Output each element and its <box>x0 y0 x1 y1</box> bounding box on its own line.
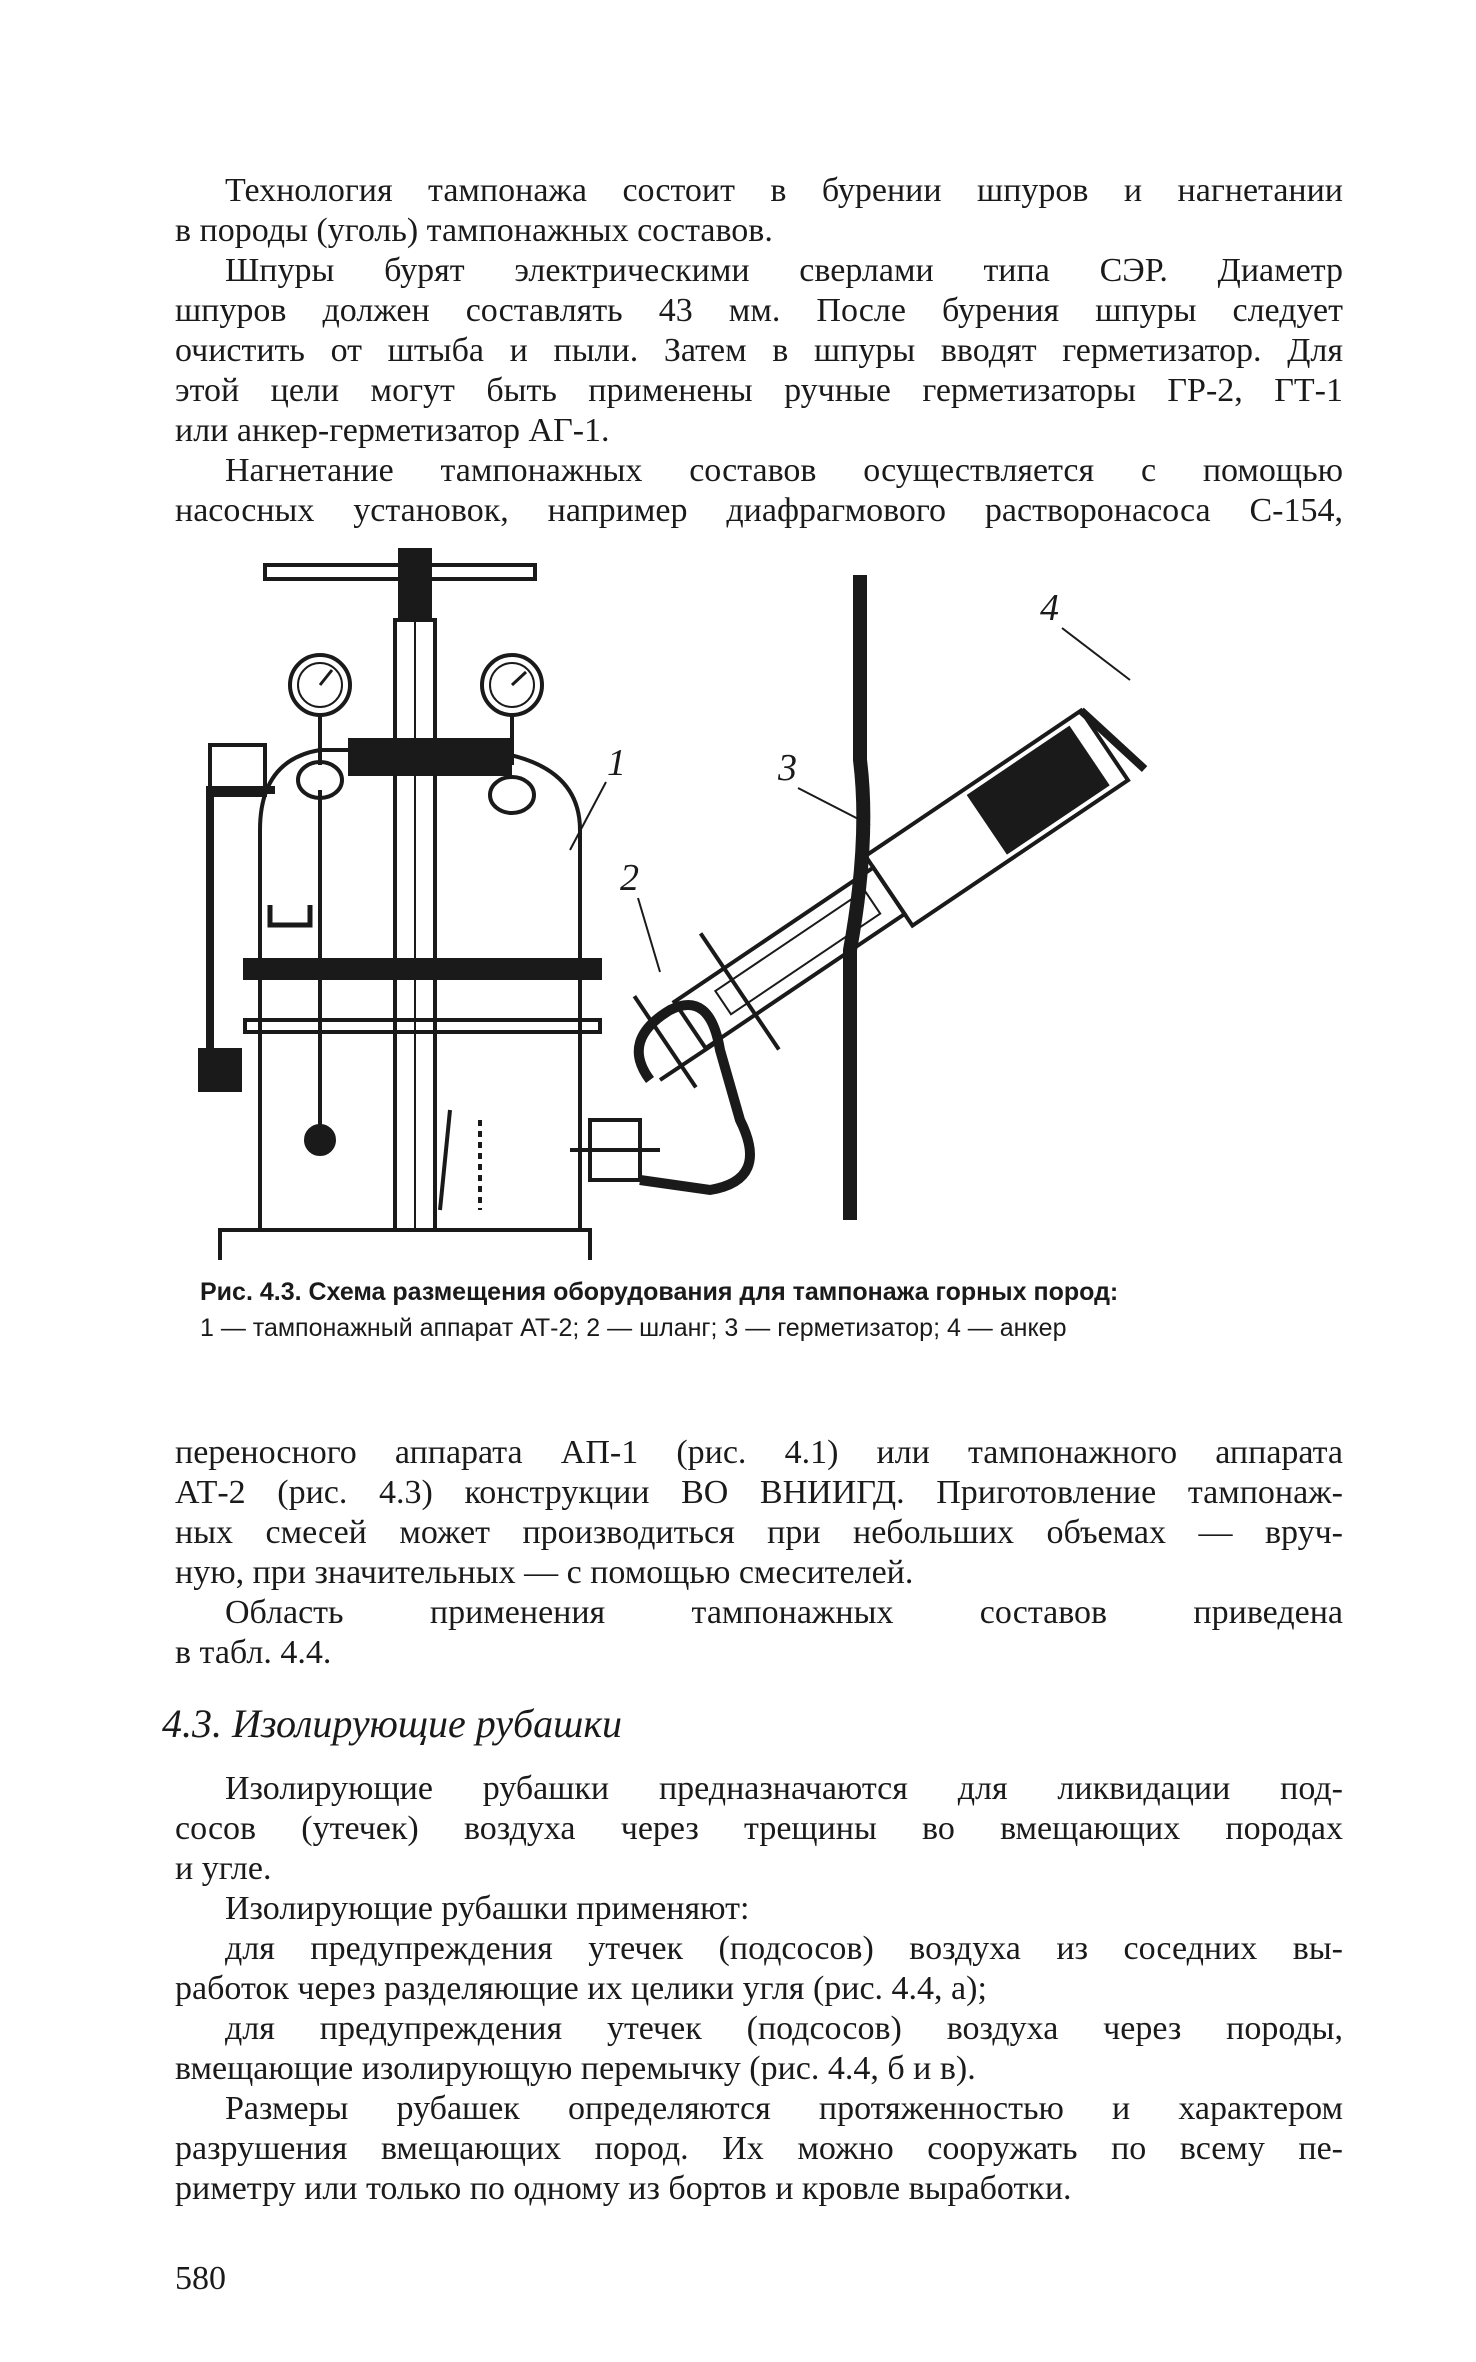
text-line: ную, при значительных — с помощью смесителей. <box>175 1554 914 1591</box>
label-4: 4 <box>1040 587 1059 629</box>
page-number: 580 <box>175 2260 226 2297</box>
text-line: Размеры рубашек определяются протяженностью и характером <box>225 2090 1343 2127</box>
text-line: разрушения вмещающих пород. Их можно сооружать по всему пе- <box>175 2130 1343 2167</box>
flange-lower <box>245 1020 600 1032</box>
text-line: Нагнетание тампонажных составов осуществляется с помощью <box>225 452 1343 489</box>
text-line: этой цели могут быть применены ручные герметизаторы ГР-2, ГТ-1 <box>175 372 1343 409</box>
tank-base <box>220 1230 590 1260</box>
text-line: насосных установок, например диафрагмового растворонасоса С-154, <box>175 492 1343 529</box>
text-line: Шпуры бурят электрическими сверлами типа СЭР. Диаметр <box>225 252 1343 289</box>
text-line: и угле. <box>175 1850 272 1887</box>
label-2: 2 <box>620 857 639 899</box>
text-line: в табл. 4.4. <box>175 1634 332 1671</box>
text-line: в породы (уголь) тампонажных составов. <box>175 212 773 249</box>
text-line: вмещающие изолирующую перемычку (рис. 4.4, б и в). <box>175 2050 976 2087</box>
label-3: 3 <box>778 747 797 789</box>
equipment-diagram <box>150 520 1330 1260</box>
text-line: Технология тампонажа состоит в бурении шпуров и нагнетании <box>225 172 1343 209</box>
valve-cap-right <box>490 777 534 813</box>
text-line: Изолирующие рубашки предназначаются для ликвидации под- <box>225 1770 1343 1807</box>
valve-block <box>350 740 510 774</box>
text-line: сосов (утечек) воздуха через трещины во вмещающих породах <box>175 1810 1343 1847</box>
text-line: шпуров должен составлять 43 мм. После бурения шпуры следует <box>175 292 1343 329</box>
text-line: АТ-2 (рис. 4.3) конструкции ВО ВНИИГД. Приготовление тампонаж- <box>175 1474 1343 1511</box>
text-line: ных смесей может производиться при небольших объемах — вруч- <box>175 1514 1343 1551</box>
text-line: очистить от штыба и пыли. Затем в шпуры вводят герметизатор. Для <box>175 332 1343 369</box>
figure-caption-legend: 1 — тампонажный аппарат АТ-2; 2 — шланг; 3 — герметизатор; 4 — анкер <box>200 1314 1067 1342</box>
text-line: риметру или только по одному из бортов и кровле выработки. <box>175 2170 1072 2207</box>
handle-knob <box>400 550 430 620</box>
flange-upper <box>245 960 600 978</box>
rock-wall <box>850 575 863 1220</box>
anchor <box>969 728 1107 851</box>
tank-body <box>260 750 580 1230</box>
text-line: работок через разделяющие их целики угля (рис. 4.4, а); <box>175 1970 987 2007</box>
text-line: Изолирующие рубашки применяют: <box>225 1890 750 1927</box>
figure-caption-title: Рис. 4.3. Схема размещения оборудования для тампонажа горных пород: <box>200 1278 1119 1306</box>
text-line: переносного аппарата АП-1 (рис. 4.1) или тампонажного аппарата <box>175 1434 1343 1471</box>
side-pipe <box>210 790 275 1080</box>
text-line: для предупреждения утечек (подсосов) воздуха из соседних вы- <box>225 1930 1343 1967</box>
section-title: 4.3. Изолирующие рубашки <box>162 1701 623 1746</box>
text-line: для предупреждения утечек (подсосов) воздуха через породы, <box>225 2010 1343 2047</box>
sealer-assembly <box>626 676 1160 1100</box>
label-1: 1 <box>607 742 626 784</box>
text-line: или анкер-герметизатор АГ-1. <box>175 412 610 449</box>
text-line: Область применения тампонажных составов приведена <box>225 1594 1343 1631</box>
